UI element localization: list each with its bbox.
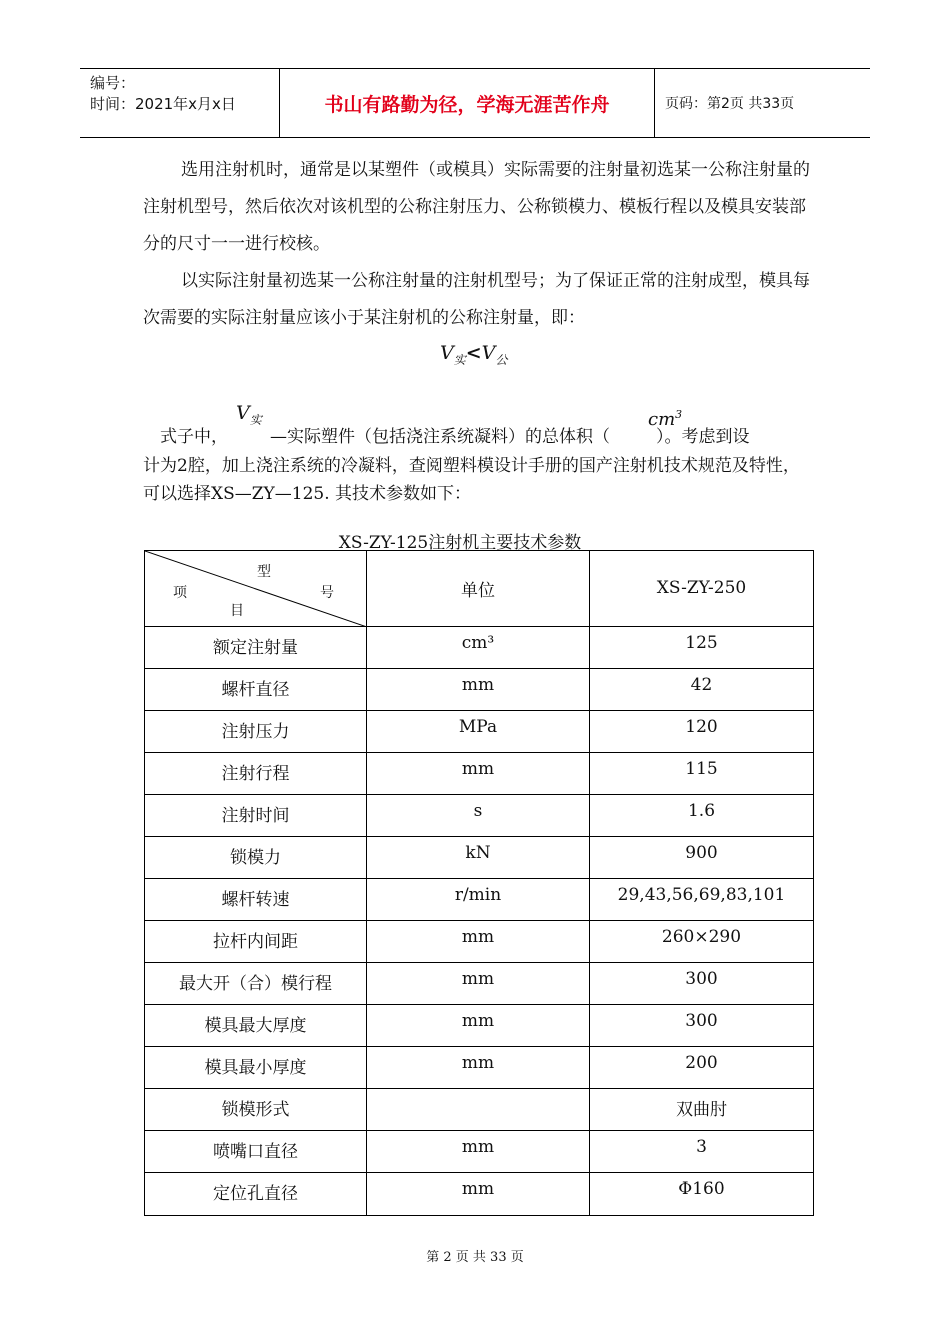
table-row — [145, 837, 814, 879]
cell-value: Φ160 — [590, 1173, 814, 1216]
cell-value: 1.6 — [590, 795, 814, 837]
where-line — [160, 422, 750, 447]
unit-cm: cm — [648, 409, 676, 430]
cell-unit — [367, 1089, 590, 1131]
cell-unit: mm — [367, 1047, 590, 1089]
diagonal-header-cell — [145, 551, 367, 627]
formula — [440, 342, 507, 368]
cell-value: 29,43,56,69,83,101 — [590, 879, 814, 921]
paragraph-2: 以实际注射量初选某一公称注射量的注射机型号；为了保证正常的注射成型，模具每次需要的实际注射量应该小于某注射机的公称注射量，即： — [143, 271, 810, 328]
spec-table — [144, 550, 814, 1216]
cell-item: 注射压力 — [145, 711, 367, 753]
cell-item: 最大开（合）模行程 — [145, 963, 367, 1005]
cell-value: 125 — [590, 627, 814, 669]
paragraph-1: 选用注射机时，通常是以某塑件（或模具）实际需要的注射量初选某一公称注射量的注射机型号，然后依次对该机型的公称注射压力、公称锁模力、模板行程以及模具安装部分的尺寸一一进行校核。 — [143, 160, 810, 254]
cell-unit: kN — [367, 837, 590, 879]
formula-sub-nominal: 公 — [495, 352, 508, 367]
table-row — [145, 1047, 814, 1089]
cell-value: 3 — [590, 1131, 814, 1173]
table-row — [145, 1173, 814, 1216]
page-header — [80, 68, 870, 138]
table-row — [145, 711, 814, 753]
table-row — [145, 879, 814, 921]
page-footer: 第 2 页 共 33 页 — [426, 1250, 524, 1265]
cell-item: 定位孔直径 — [145, 1173, 367, 1216]
where-prefix: 式子中， — [160, 427, 228, 447]
table-row — [145, 963, 814, 1005]
cell-value: 300 — [590, 963, 814, 1005]
table-row — [145, 669, 814, 711]
header-time: 时间：2021年x月x日 — [90, 95, 236, 113]
cell-value: 300 — [590, 1005, 814, 1047]
cell-item: 螺杆转速 — [145, 879, 367, 921]
unit-header: 单位 — [367, 551, 590, 627]
table-row — [145, 753, 814, 795]
diag-label-top: 型 — [257, 564, 271, 580]
header-info — [80, 69, 280, 137]
where-suffix: ）。考虑到设 — [656, 427, 750, 447]
table-caption: XS-ZY-125注射机主要技术参数 — [338, 533, 582, 553]
cell-item: 模具最大厚度 — [145, 1005, 367, 1047]
table-row — [145, 1089, 814, 1131]
cell-unit: mm — [367, 1173, 590, 1216]
cell-unit: s — [367, 795, 590, 837]
where-text: —实际塑件（包括浇注系统凝料）的总体积（ — [270, 427, 610, 447]
cell-value: 双曲肘 — [590, 1089, 814, 1131]
table-row — [145, 795, 814, 837]
var-v: V — [236, 402, 250, 424]
cell-item: 拉杆内间距 — [145, 921, 367, 963]
cell-value: 200 — [590, 1047, 814, 1089]
unit-exp: 3 — [675, 408, 683, 421]
formula-less-than: < — [465, 342, 482, 364]
cell-value: 115 — [590, 753, 814, 795]
cell-value: 120 — [590, 711, 814, 753]
table-row — [145, 627, 814, 669]
cell-item: 喷嘴口直径 — [145, 1131, 367, 1173]
var-sub: 实 — [249, 412, 262, 427]
formula-v-actual: V — [440, 342, 454, 364]
cell-item: 螺杆直径 — [145, 669, 367, 711]
cell-item: 模具最小厚度 — [145, 1047, 367, 1089]
paragraph-3: 计为2腔，加上浇注系统的冷凝料，查阅塑料模设计手册的国产注射机技术规范及特性，可以选择XS—ZY—125. 其技术参数如下： — [143, 456, 800, 504]
cell-value: 900 — [590, 837, 814, 879]
table-row — [145, 1005, 814, 1047]
diag-label-left: 项 — [173, 585, 187, 601]
diag-label-right: 号 — [320, 585, 334, 601]
cell-item: 额定注射量 — [145, 627, 367, 669]
model-header: XS-ZY-250 — [590, 551, 814, 627]
cell-unit: mm — [367, 669, 590, 711]
formula-v-nominal: V — [481, 342, 496, 364]
diag-label-bottom: 目 — [230, 603, 244, 619]
cell-item: 注射行程 — [145, 753, 367, 795]
cell-unit: cm³ — [367, 627, 590, 669]
cell-value: 42 — [590, 669, 814, 711]
cell-unit: r/min — [367, 879, 590, 921]
cell-unit: mm — [367, 1131, 590, 1173]
cell-unit: mm — [367, 921, 590, 963]
header-code: 编号： — [90, 74, 136, 92]
header-motto: 书山有路勤为径，学海无涯苦作舟 — [280, 69, 655, 137]
formula-sub-actual: 实 — [453, 352, 466, 367]
cell-item: 注射时间 — [145, 795, 367, 837]
header-page-label: 页码：第2页 共33页 — [665, 96, 795, 112]
cell-unit: MPa — [367, 711, 590, 753]
cell-item: 锁模形式 — [145, 1089, 367, 1131]
table-row — [145, 921, 814, 963]
cell-item: 锁模力 — [145, 837, 367, 879]
cell-unit: mm — [367, 963, 590, 1005]
cell-unit: mm — [367, 753, 590, 795]
table-header-row — [145, 551, 814, 627]
table-row — [145, 1131, 814, 1173]
cell-value: 260×290 — [590, 921, 814, 963]
cell-unit: mm — [367, 1005, 590, 1047]
